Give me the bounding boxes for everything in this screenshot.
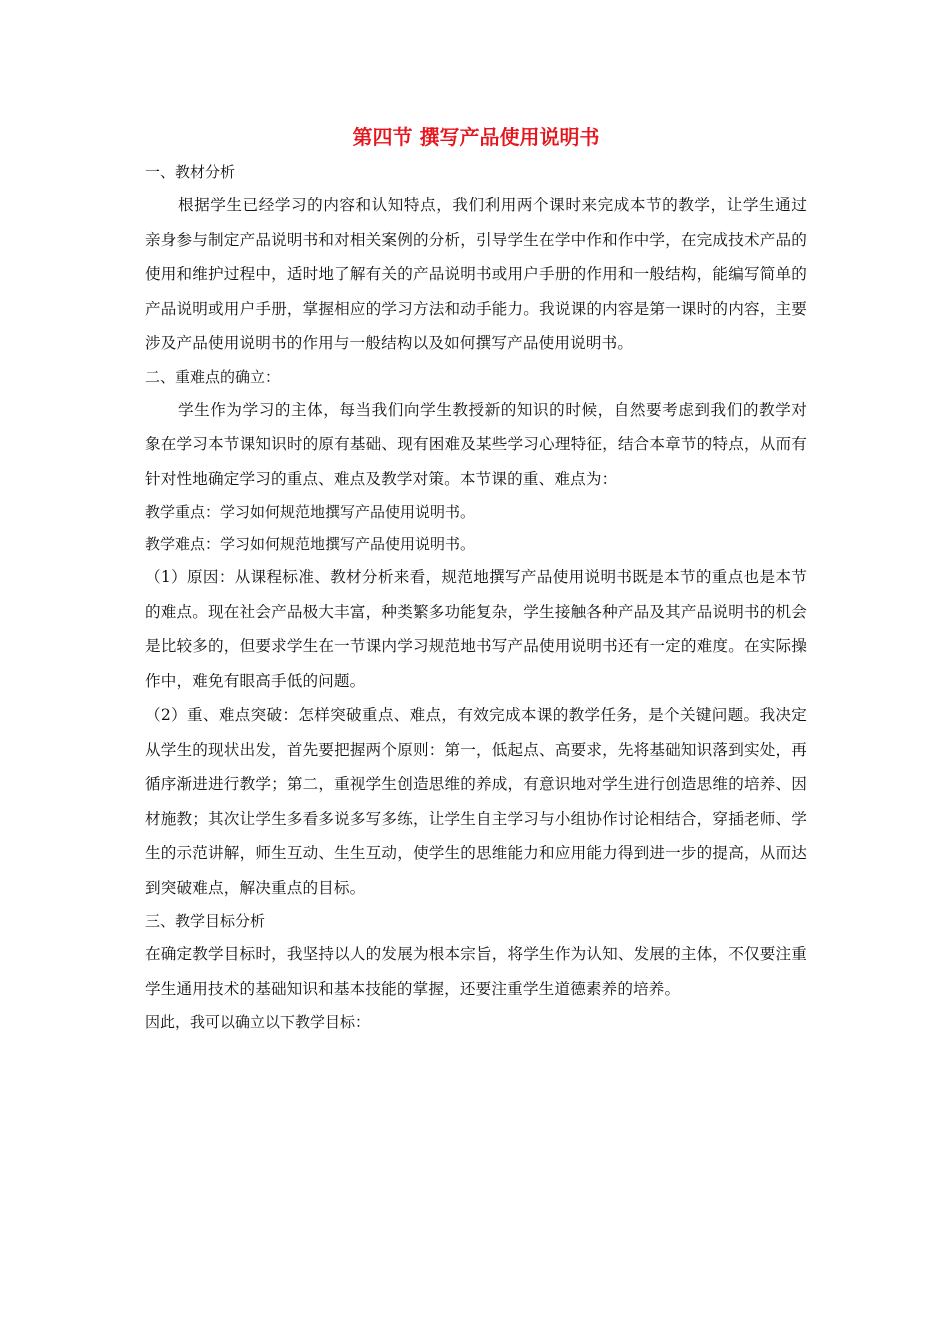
document-page (145, 118, 807, 1038)
paragraph-conclusion: 因此，我可以确立以下教学目标： (145, 1013, 371, 1031)
section-heading-key-difficult-points: 二、重难点的确立： (145, 367, 281, 386)
section-heading-textbook-analysis: 一、教材分析 (145, 163, 236, 181)
paragraph-breakthrough: （2）重、难点突破：怎样突破重点、难点，有效完成本课的教学任务，是个关键问题。我决定从学生的现状出发，首先要把握两个原则：第一，低起点、高要求，先将基础知识落到实处，再循序渐进进行教学；第二，重视学生创造思维的养成，有意识地对学生进行创造思维的培养、因材施教；其次让学生多看多说多写多练，让学生自主学习与小组协作讨论相结合，穿插老师、学生的示范讲解，师生互动、生生互动，使学生的思维能力和应用能力得到进一步的提高，从而达到突破难点，解决重点的目标。 (145, 706, 807, 897)
paragraph-teaching-objectives: 在确定教学目标时，我坚持以人的发展为根本宗旨，将学生作为认知、发展的主体，不仅要注重学生通用技术的基础知识和基本技能的掌握，还要注重学生道德素养的培养。 (145, 945, 807, 998)
section-heading-teaching-objectives: 三、教学目标分析 (145, 912, 266, 930)
paragraph-textbook-analysis: 根据学生已经学习的内容和认知特点，我们利用两个课时来完成本节的教学，让学生通过亲身参与制定产品说明书和对相关案例的分析，引导学生在学中作和作中学，在完成技术产品的使用和维护过程中，适时地了解有关的产品说明书或用户手册的作用和一般结构，能编写简单的产品说明或用户手册，掌握相应的学习方法和动手能力。我说课的内容是第一课时的内容，主要涉及产品使用说明书的作用与一般结构以及如何撰写产品使用说明书。 (145, 196, 807, 352)
teaching-key-point: 教学重点：学习如何规范地撰写产品使用说明书。 (145, 503, 476, 521)
paragraph-key-difficult-intro: 学生作为学习的主体，每当我们向学生教授新的知识的时候，自然要考虑到我们的教学对象在学习本节课知识时的原有基础、现有困难及某些学习心理特征，结合本章节的特点，从而有针对性地确定学习的重点、难点及教学对策。本节课的重、难点为： (145, 400, 807, 488)
paragraph-reason: （1）原因：从课程标准、教材分析来看，规范地撰写产品使用说明书既是本节的重点也是本节的难点。现在社会产品极大丰富，种类繁多功能复杂，学生接触各种产品及其产品说明书的机会是比较多的，但要求学生在一节课内学习规范地书写产品使用说明书还有一定的难度。在实际操作中，难免有眼高手低的问题。 (145, 568, 807, 690)
document-title: 第四节 撰写产品使用说明书 (352, 125, 600, 149)
teaching-difficult-point: 教学难点：学习如何规范地撰写产品使用说明书。 (145, 535, 476, 553)
